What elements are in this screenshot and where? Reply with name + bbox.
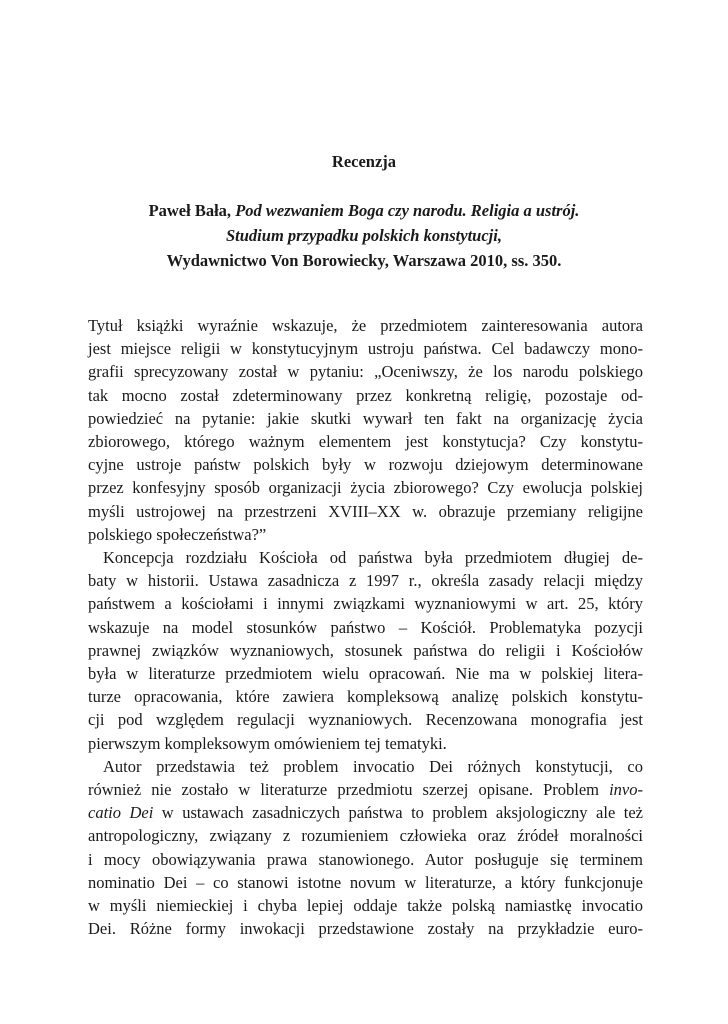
paragraph-1-line: zbiorowego, którego ważnym elementem jest konstytucja? Czy konstytu- <box>88 432 643 452</box>
paragraph-2-line: Koncepcja rozdziału Kościoła od państwa była przedmiotem długiej de- <box>103 548 643 568</box>
book-title-part-1: Pod wezwaniem Boga czy narodu. Religia a ustrój. <box>235 201 580 220</box>
paragraph-3-line: w myśli niemieckiej i chyba lepiej oddaje także polską namiastkę invocatio <box>88 896 643 916</box>
paragraph-1-line: polskiego społeczeństwa?” <box>88 524 267 544</box>
book-title-part-2: Studium przypadku polskich konstytucji, <box>226 226 502 245</box>
paragraph-3-text: w ustawach zasadniczych państwa to problem aksjologiczny ale też <box>153 803 643 823</box>
citation-line-1 <box>60 198 668 223</box>
paragraph-2-line: była w literaturze przedmiotem wielu opracowań. Nie ma w polskiej litera- <box>88 664 643 684</box>
review-body <box>88 314 643 940</box>
review-heading: Recenzja <box>331 152 397 171</box>
paragraph-1-line: cyjne ustroje państw polskich były w rozwoju dziejowym determinowane <box>88 455 643 475</box>
paragraph-2-line: baty w historii. Ustawa zasadnicza z 1997 r., określa zasady relacji między <box>88 571 643 591</box>
paragraph-3-line: nominatio Dei – co stanowi istotne novum w literaturze, a który funkcjonuje <box>88 872 643 892</box>
paragraph-3-text: również nie zostało w literaturze przedmiotu szerzej opisane. Problem <box>88 780 610 800</box>
paragraph-1-line: przez konfesyjny sposób organizacji życia zbiorowego? Czy ewolucja polskiej <box>88 478 643 498</box>
paragraph-1-line: myśli ustrojowej na przestrzeni XVIII–XX w. obrazuje przemiany religijne <box>88 501 643 521</box>
paragraph-3-line <box>88 801 643 824</box>
paragraph-3-italic-term: invo- <box>609 780 643 800</box>
paragraph-1-line: jest miejsce religii w konstytucyjnym ustroju państwa. Cel badawczy mono- <box>88 339 643 359</box>
paragraph-3-italic-term: catio Dei <box>88 803 154 823</box>
paragraph-2-line: wskazuje na model stosunków państwo – Kościół. Problematyka pozycji <box>88 617 643 637</box>
paragraph-3-line: Dei. Różne formy inwokacji przedstawione zostały na przykładzie euro- <box>88 919 643 939</box>
paragraph-3-line: antropologiczny, związany z rozumieniem człowieka oraz źródeł moralności <box>88 826 643 846</box>
book-citation <box>60 198 668 273</box>
book-publisher: Wydawnictwo Von Borowiecky, Warszawa 2010, ss. 350. <box>166 251 562 270</box>
paragraph-2-line: prawnej związków wyznaniowych, stosunek państwa do religii i Kościołów <box>88 640 643 660</box>
paragraph-2-line: cji pod względem regulacji wyznaniowych. Recenzowana monografia jest <box>88 710 643 730</box>
paragraph-1-line: Tytuł książki wyraźnie wskazuje, że przedmiotem zainteresowania autora <box>88 316 643 335</box>
paragraph-1-line: powiedzieć na pytanie: jakie skutki wywarł ten fakt na organizację życia <box>88 408 643 428</box>
paragraph-3-line: i mocy obowiązywania prawa stanowionego. Autor posługuje się terminem <box>88 849 643 869</box>
paragraph-2-line: państwem a kościołami i innymi związkami wyznaniowymi w art. 25, który <box>88 594 643 614</box>
paragraph-1-line: tak mocno został zdeterminowany przez konkretną religię, pozostaje od- <box>88 385 643 405</box>
paragraph-2-line: turze opracowania, które zawiera kompleksową analizę polskich konstytu- <box>88 687 643 707</box>
paragraph-3-line: Autor przedstawia też problem invocatio Dei różnych konstytucji, co <box>103 756 643 776</box>
book-author: Paweł Bała, <box>148 201 232 220</box>
paragraph-3-line <box>88 778 643 801</box>
paragraph-2-line: pierwszym kompleksowym omówieniem tej tematyki. <box>88 733 447 753</box>
paragraph-1-line: grafii sprecyzowany został w pytaniu: „Oceniwszy, że los narodu polskiego <box>88 362 643 382</box>
